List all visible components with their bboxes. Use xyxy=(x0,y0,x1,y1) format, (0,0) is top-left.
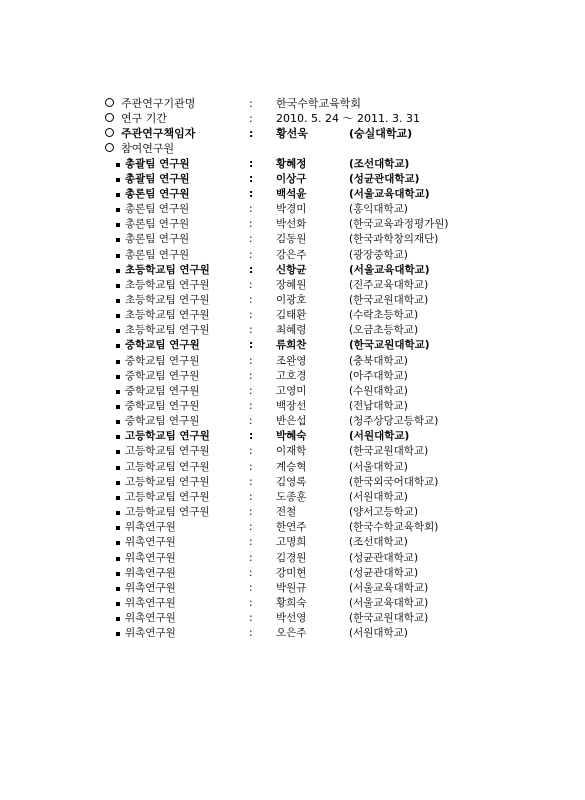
member-name: 김영록 xyxy=(276,475,307,488)
member-name: 고영미 xyxy=(276,384,307,397)
square-bullet-icon xyxy=(111,535,125,550)
colon-separator: : xyxy=(249,233,253,246)
colon-separator: : xyxy=(249,475,253,488)
member-name: 전철 xyxy=(276,506,297,519)
member-row xyxy=(0,520,585,535)
square-icon xyxy=(116,208,120,212)
member-name: 박혜숙 xyxy=(276,430,307,443)
square-icon xyxy=(116,587,120,591)
member-row xyxy=(0,323,585,338)
member-name: 도종훈 xyxy=(276,490,307,503)
member-row xyxy=(0,611,585,626)
member-affiliation: (서울대학교) xyxy=(349,460,408,473)
square-bullet-icon xyxy=(111,399,125,414)
colon-separator: : xyxy=(249,384,253,397)
member-name: 류희찬 xyxy=(276,339,307,352)
member-name: 박원규 xyxy=(276,581,307,594)
member-affiliation: (아주대학교) xyxy=(349,369,408,382)
member-row xyxy=(0,308,585,323)
member-name: 김태환 xyxy=(276,309,307,322)
header-row xyxy=(0,96,585,111)
member-row xyxy=(0,187,585,202)
member-role: 총론팀 연구원 xyxy=(125,233,190,246)
member-role: 고등학교팀 연구원 xyxy=(125,506,210,519)
member-row xyxy=(0,369,585,384)
square-bullet-icon xyxy=(111,505,125,520)
member-name: 고호경 xyxy=(276,369,307,382)
square-bullet-icon xyxy=(111,414,125,429)
member-role: 초등학교팀 연구원 xyxy=(125,324,210,337)
square-icon xyxy=(116,632,120,636)
header-label: 연구 기간 xyxy=(121,112,168,126)
square-icon xyxy=(116,163,120,167)
square-icon xyxy=(116,344,120,348)
member-row xyxy=(0,384,585,399)
member-name: 고명희 xyxy=(276,536,307,549)
square-icon xyxy=(116,284,120,288)
square-icon xyxy=(116,617,120,621)
square-bullet-icon xyxy=(111,520,125,535)
square-icon xyxy=(116,329,120,333)
member-role: 초등학교팀 연구원 xyxy=(125,263,210,276)
member-affiliation: (홍익대학교) xyxy=(349,203,408,216)
square-icon xyxy=(116,223,120,227)
colon-separator: : xyxy=(249,339,254,352)
member-affiliation: (성균관대학교) xyxy=(349,566,419,579)
member-affiliation: (성균관대학교) xyxy=(349,172,420,185)
member-affiliation: (진주교육대학교) xyxy=(349,278,429,291)
member-role: 총론팀 연구원 xyxy=(125,187,190,200)
colon-separator: : xyxy=(249,612,253,625)
square-icon xyxy=(116,557,120,561)
member-affiliation: (수락초등학교) xyxy=(349,309,419,322)
member-row xyxy=(0,263,585,278)
member-affiliation: (조선대학교) xyxy=(349,536,408,549)
square-icon xyxy=(116,178,120,182)
circle-bullet-icon xyxy=(102,111,116,126)
member-row xyxy=(0,414,585,429)
square-icon xyxy=(116,299,120,303)
member-name: 최혜령 xyxy=(276,324,307,337)
member-role: 위촉연구원 xyxy=(125,596,176,609)
colon-separator: : xyxy=(249,536,253,549)
square-icon xyxy=(116,602,120,606)
square-icon xyxy=(116,526,120,530)
member-row xyxy=(0,429,585,444)
square-bullet-icon xyxy=(111,157,125,172)
member-role: 고등학교팀 연구원 xyxy=(125,460,210,473)
member-name: 신항균 xyxy=(276,263,307,276)
square-icon xyxy=(116,435,120,439)
square-icon xyxy=(116,541,120,545)
member-role: 고등학교팀 연구원 xyxy=(125,475,210,488)
colon-separator: : xyxy=(249,293,253,306)
colon-separator: : xyxy=(249,460,253,473)
member-role: 위촉연구원 xyxy=(125,551,176,564)
member-row xyxy=(0,217,585,232)
member-row xyxy=(0,157,585,172)
colon-separator: : xyxy=(249,263,254,276)
member-name: 이재학 xyxy=(276,445,307,458)
colon-separator: : xyxy=(249,97,253,110)
member-affiliation: (한국교원대학교) xyxy=(349,612,429,625)
member-name: 황희숙 xyxy=(276,596,307,609)
circle-bullet-icon xyxy=(102,96,116,111)
member-row xyxy=(0,248,585,263)
member-name: 반은섭 xyxy=(276,415,307,428)
square-icon xyxy=(116,269,120,273)
member-affiliation: (성균관대학교) xyxy=(349,551,419,564)
member-row xyxy=(0,626,585,641)
member-row xyxy=(0,338,585,353)
header-row xyxy=(0,141,585,156)
square-bullet-icon xyxy=(111,323,125,338)
member-affiliation: (서원대학교) xyxy=(349,627,408,640)
colon-separator: : xyxy=(249,218,253,231)
square-bullet-icon xyxy=(111,475,125,490)
member-affiliation: (한국교원대학교) xyxy=(349,293,429,306)
member-role: 위촉연구원 xyxy=(125,627,176,640)
square-bullet-icon xyxy=(111,338,125,353)
square-icon xyxy=(116,450,120,454)
square-bullet-icon xyxy=(111,232,125,247)
header-value: 한국수학교육학회 xyxy=(276,97,362,110)
header-row xyxy=(0,126,585,141)
colon-separator: : xyxy=(249,112,253,126)
colon-separator: : xyxy=(249,430,254,443)
square-bullet-icon xyxy=(111,429,125,444)
square-icon xyxy=(116,375,120,379)
member-row xyxy=(0,202,585,217)
circle-bullet-icon xyxy=(102,126,116,141)
member-name: 조완영 xyxy=(276,354,307,367)
colon-separator: : xyxy=(249,627,253,640)
member-name: 백석윤 xyxy=(276,187,307,200)
square-icon xyxy=(116,360,120,364)
member-affiliation: (전남대학교) xyxy=(349,400,408,412)
member-role: 고등학교팀 연구원 xyxy=(125,445,210,458)
member-row xyxy=(0,232,585,247)
header-label: 주관연구책임자 xyxy=(121,127,196,141)
square-bullet-icon xyxy=(111,596,125,611)
colon-separator: : xyxy=(249,248,253,261)
square-icon xyxy=(116,314,120,318)
square-icon xyxy=(116,511,120,515)
member-affiliation: (서울교육대학교) xyxy=(349,187,430,200)
member-row xyxy=(0,460,585,475)
member-role: 중학교팀 연구원 xyxy=(125,339,200,352)
member-role: 위촉연구원 xyxy=(125,536,176,549)
member-role: 중학교팀 연구원 xyxy=(125,369,200,382)
member-name: 박선영 xyxy=(276,612,307,625)
square-icon xyxy=(116,254,120,258)
colon-separator: : xyxy=(249,309,253,322)
square-bullet-icon xyxy=(111,187,125,202)
member-role: 위촉연구원 xyxy=(125,581,176,594)
member-row xyxy=(0,278,585,293)
colon-separator: : xyxy=(249,157,254,170)
member-role: 중학교팀 연구원 xyxy=(125,384,200,397)
member-role: 위촉연구원 xyxy=(125,566,176,579)
member-role: 위촉연구원 xyxy=(125,521,176,534)
member-affiliation: (한국교원대학교) xyxy=(349,445,429,458)
colon-separator: : xyxy=(249,521,253,534)
member-name: 강은주 xyxy=(276,248,307,261)
header-label: 참여연구원 xyxy=(121,142,175,156)
colon-separator: : xyxy=(249,127,254,141)
circle-icon xyxy=(105,143,114,152)
colon-separator: : xyxy=(249,506,253,519)
member-row xyxy=(0,399,585,414)
member-affiliation: (충북대학교) xyxy=(349,354,408,367)
member-name: 박경미 xyxy=(276,203,307,216)
square-icon xyxy=(116,193,120,197)
member-role: 총론팀 연구원 xyxy=(125,218,190,231)
member-role: 총론팀 연구원 xyxy=(125,203,190,216)
square-bullet-icon xyxy=(111,293,125,308)
circle-icon xyxy=(105,113,114,122)
colon-separator: : xyxy=(249,551,253,564)
member-name: 백장선 xyxy=(276,400,307,412)
square-icon xyxy=(116,420,120,424)
member-name: 이상구 xyxy=(276,172,307,185)
colon-separator: : xyxy=(249,278,253,291)
colon-separator: : xyxy=(249,415,253,428)
member-name: 오은주 xyxy=(276,627,307,640)
member-role: 총괄팀 연구원 xyxy=(125,157,190,170)
member-role: 고등학교팀 연구원 xyxy=(125,430,210,443)
square-bullet-icon xyxy=(111,308,125,323)
member-name: 한연주 xyxy=(276,521,307,534)
colon-separator: : xyxy=(249,187,254,200)
colon-separator: : xyxy=(249,354,253,367)
member-role: 초등학교팀 연구원 xyxy=(125,293,210,306)
square-bullet-icon xyxy=(111,384,125,399)
member-role: 초등학교팀 연구원 xyxy=(125,309,210,322)
member-row xyxy=(0,475,585,490)
member-role: 총괄팀 연구원 xyxy=(125,172,190,185)
square-bullet-icon xyxy=(111,217,125,232)
member-affiliation: (한국교원대학교) xyxy=(349,339,430,352)
header-row xyxy=(0,111,585,126)
member-row xyxy=(0,293,585,308)
member-role: 중학교팀 연구원 xyxy=(125,354,200,367)
square-icon xyxy=(116,405,120,409)
header-label: 주관연구기관명 xyxy=(121,97,196,110)
member-name: 김동원 xyxy=(276,233,307,246)
square-icon xyxy=(116,390,120,394)
member-role: 고등학교팀 연구원 xyxy=(125,490,210,503)
member-role: 초등학교팀 연구원 xyxy=(125,278,210,291)
circle-bullet-icon xyxy=(102,141,116,156)
colon-separator: : xyxy=(249,203,253,216)
member-row xyxy=(0,535,585,550)
square-bullet-icon xyxy=(111,581,125,596)
member-affiliation: (서울교육대학교) xyxy=(349,596,429,609)
square-bullet-icon xyxy=(111,626,125,641)
member-affiliation: (수원대학교) xyxy=(349,384,408,397)
member-role: 중학교팀 연구원 xyxy=(125,415,200,428)
member-role: 위촉연구원 xyxy=(125,612,176,625)
circle-icon xyxy=(105,98,114,107)
colon-separator: : xyxy=(249,369,253,382)
header-value: 2010. 5. 24 ～ 2011. 3. 31 xyxy=(276,112,420,126)
member-row xyxy=(0,505,585,520)
colon-separator: : xyxy=(249,566,253,579)
member-affiliation: (한국과학창의재단) xyxy=(349,233,439,246)
member-row xyxy=(0,172,585,187)
colon-separator: : xyxy=(249,581,253,594)
member-row xyxy=(0,596,585,611)
member-affiliation: (양서고등학교) xyxy=(349,506,419,519)
member-row xyxy=(0,354,585,369)
member-role: 총론팀 연구원 xyxy=(125,248,190,261)
colon-separator: : xyxy=(249,445,253,458)
member-name: 이광호 xyxy=(276,293,307,306)
member-affiliation: (청주상당고등학교) xyxy=(349,415,439,428)
square-bullet-icon xyxy=(111,490,125,505)
member-name: 장혜원 xyxy=(276,278,307,291)
square-bullet-icon xyxy=(111,248,125,263)
square-bullet-icon xyxy=(111,444,125,459)
member-affiliation: (서원대학교) xyxy=(349,430,410,443)
member-affiliation: (서원대학교) xyxy=(349,490,408,503)
square-icon xyxy=(116,238,120,242)
member-affiliation: (광장중학교) xyxy=(349,248,408,261)
square-bullet-icon xyxy=(111,202,125,217)
square-icon xyxy=(116,466,120,470)
member-affiliation: (숭실대학교) xyxy=(349,127,413,141)
square-bullet-icon xyxy=(111,460,125,475)
member-affiliation: (한국교육과정평가원) xyxy=(349,218,449,231)
colon-separator: : xyxy=(249,324,253,337)
colon-separator: : xyxy=(249,596,253,609)
member-affiliation: (서울교육대학교) xyxy=(349,263,430,276)
square-bullet-icon xyxy=(111,551,125,566)
member-row xyxy=(0,581,585,596)
member-name: 계승혁 xyxy=(276,460,307,473)
square-bullet-icon xyxy=(111,354,125,369)
circle-icon xyxy=(105,128,114,137)
square-icon xyxy=(116,572,120,576)
member-name: 박선화 xyxy=(276,218,307,231)
member-row xyxy=(0,444,585,459)
member-row xyxy=(0,551,585,566)
square-bullet-icon xyxy=(111,172,125,187)
square-bullet-icon xyxy=(111,278,125,293)
member-row xyxy=(0,566,585,581)
member-name: 강미현 xyxy=(276,566,307,579)
member-name: 황혜정 xyxy=(276,157,307,170)
square-bullet-icon xyxy=(111,263,125,278)
member-affiliation: (서울교육대학교) xyxy=(349,581,429,594)
square-icon xyxy=(116,496,120,500)
colon-separator: : xyxy=(249,172,254,185)
member-name: 김경원 xyxy=(276,551,307,564)
member-row xyxy=(0,490,585,505)
member-affiliation: (한국외국어대학교) xyxy=(349,475,439,488)
square-icon xyxy=(116,481,120,485)
square-bullet-icon xyxy=(111,611,125,626)
square-bullet-icon xyxy=(111,369,125,384)
square-bullet-icon xyxy=(111,566,125,581)
colon-separator: : xyxy=(249,490,253,503)
member-affiliation: (조선대학교) xyxy=(349,157,410,170)
member-role: 중학교팀 연구원 xyxy=(125,400,200,412)
member-affiliation: (한국수학교육학회) xyxy=(349,521,439,534)
member-affiliation: (오금초등학교) xyxy=(349,324,419,337)
colon-separator: : xyxy=(249,400,253,412)
member-name: 황선욱 xyxy=(276,127,308,141)
